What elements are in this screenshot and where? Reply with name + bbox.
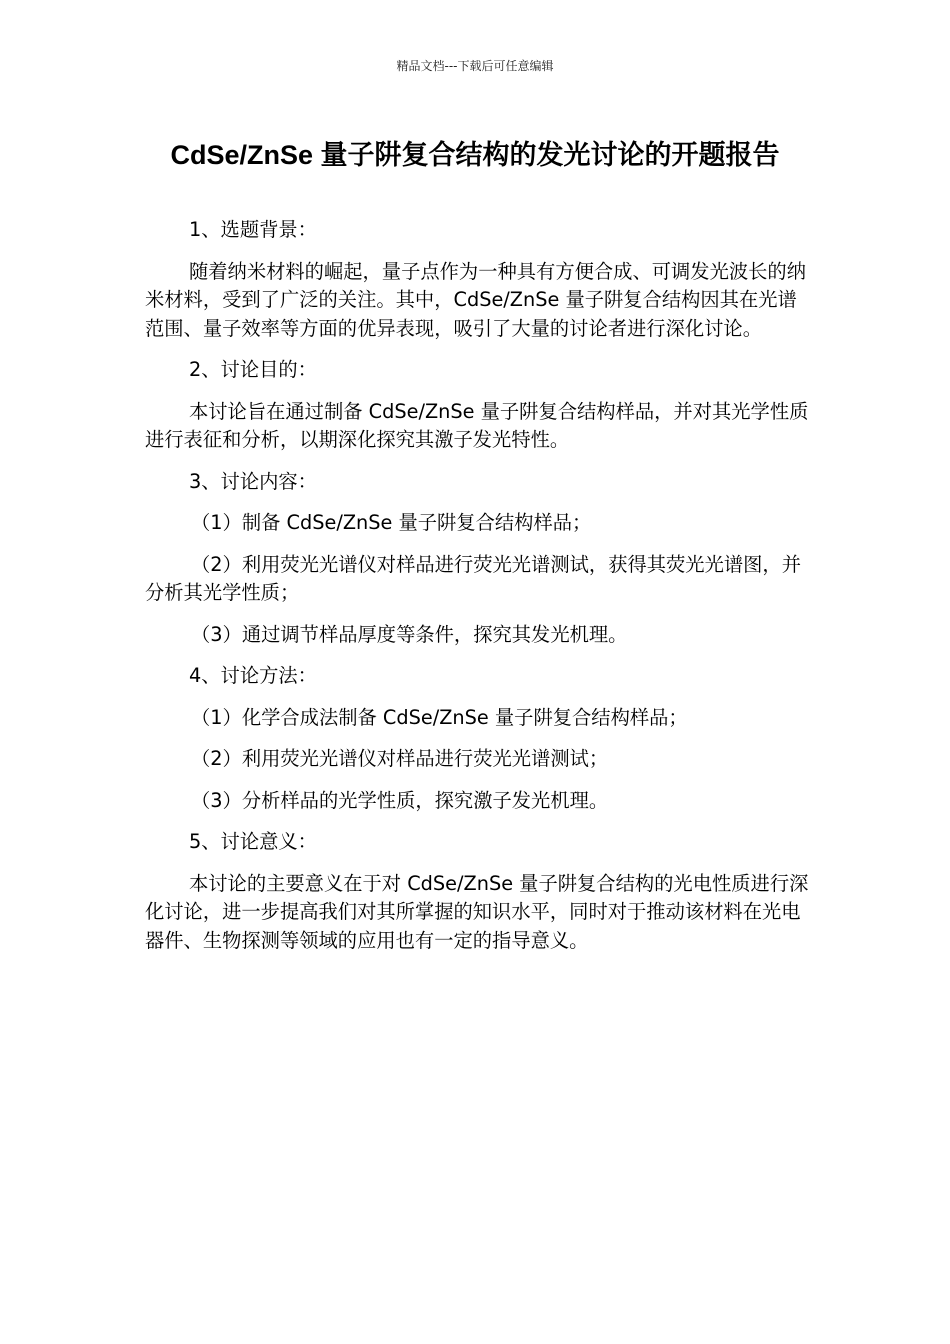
paragraph-purpose: 本讨论旨在通过制备 CdSe/ZnSe 量子阱复合结构样品，并对其光学性质进行表征和分析，以期深化探究其激子发光特性。 [145,399,809,451]
section-heading-method: 4、讨论方法： [189,664,317,687]
method-item-3: （3）分析样品的光学性质，探究激子发光机理。 [191,788,609,812]
header-note: 精品文档---下载后可任意编辑 [396,59,554,73]
section-heading-content: 3、讨论内容： [189,469,317,493]
paragraph-background: 随着纳米材料的崛起，量子点作为一种具有方便合成、可调发光波长的纳米材料，受到了广泛的关注。其中，CdSe/ZnSe 量子阱复合结构因其在光谱范围、量子效率等方面的优异表现，吸引了大量的讨论者进行深化讨论。 [145,259,806,340]
section-heading-background: 1、选题背景： [189,218,317,241]
paragraph-significance: 本讨论的主要意义在于对 CdSe/ZnSe 量子阱复合结构的光电性质进行深化讨论，进一步提高我们对其所掌握的知识水平，同时对于推动该材料在光电器件、生物探测等领域的应用也有一定的指导意义。 [145,871,809,952]
content-item-2: （2）利用荧光光谱仪对样品进行荧光光谱测试，获得其荧光光谱图，并分析其光学性质； [145,552,801,604]
content-item-1: （1）制备 CdSe/ZnSe 量子阱复合结构样品； [191,511,592,534]
section-heading-significance: 5、讨论意义： [189,830,317,853]
method-item-1: （1）化学合成法制备 CdSe/ZnSe 量子阱复合结构样品； [191,705,688,729]
content-item-3: （3）通过调节样品厚度等条件，探究其发光机理。 [191,622,628,646]
document-title: CdSe/ZnSe 量子阱复合结构的发光讨论的开题报告 [170,140,780,170]
document-body [145,216,810,955]
method-item-2: （2）利用荧光光谱仪对样品进行荧光光谱测试； [191,747,609,770]
section-heading-purpose: 2、讨论目的： [189,358,317,381]
